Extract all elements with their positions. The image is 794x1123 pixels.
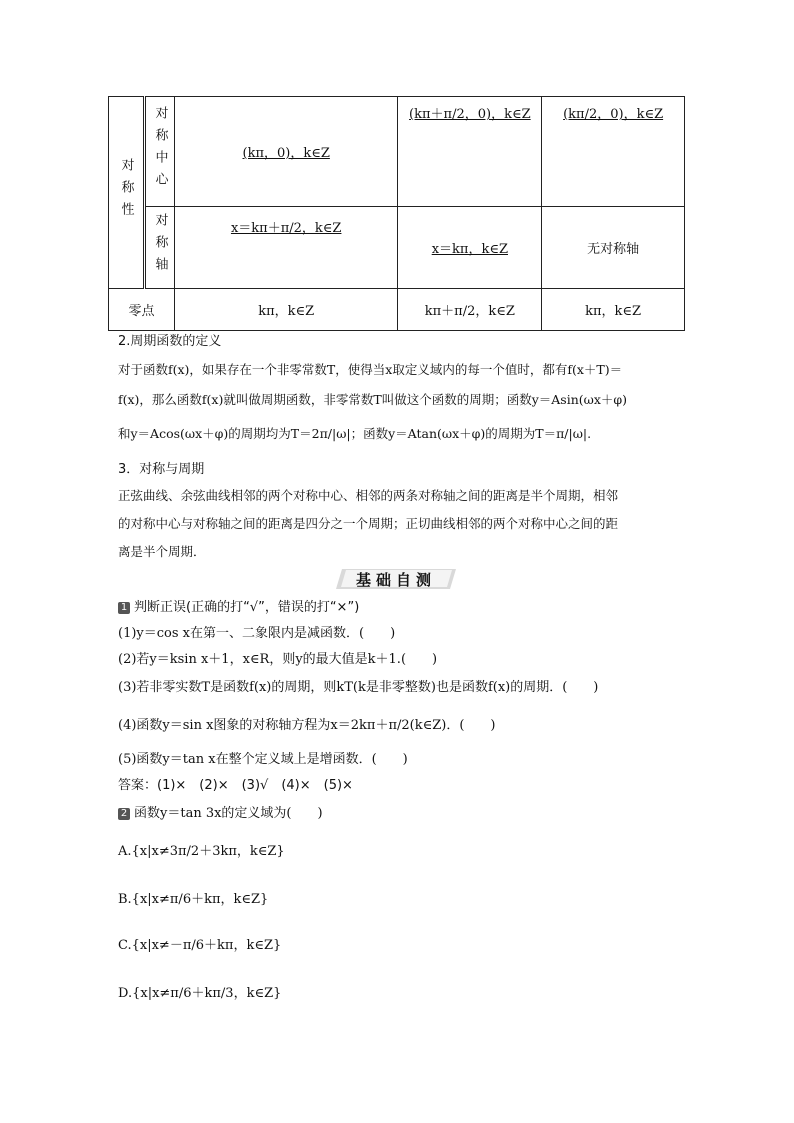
tan-center-cell xyxy=(542,97,685,207)
q2-option-a xyxy=(118,840,285,859)
q2-option-a-text: A.{x|x≠3π/2＋3kπ，k∈Z} xyxy=(118,844,285,859)
q1-statement-5: (5)函数y＝tan x在整个定义域上是增函数．( ) xyxy=(118,752,408,767)
tan-center: (kπ/2，0)，k∈Z xyxy=(563,107,664,122)
cos-axis-cell xyxy=(398,207,542,289)
tan-zero: kπ，k∈Z xyxy=(542,289,685,331)
sin-center: (kπ，0)，k∈Z xyxy=(242,146,330,161)
center-label: 对称中心 xyxy=(152,105,168,194)
cos-axis: x＝kπ，k∈Z xyxy=(431,242,508,257)
row-group-label: 对称性 xyxy=(118,157,134,224)
sin-center-cell xyxy=(174,97,398,207)
q2-option-b xyxy=(118,888,268,907)
cos-zero: kπ＋π/2，k∈Z xyxy=(398,289,542,331)
section-banner xyxy=(332,566,460,592)
cos-center-cell xyxy=(398,97,542,207)
q1-answer: 答案：(1)× (2)× (3)√ (4)× (5)× xyxy=(118,778,353,793)
section2-title: 2.周期函数的定义 xyxy=(118,334,222,349)
sin-zero: kπ，k∈Z xyxy=(174,289,398,331)
tan-axis: 无对称轴 xyxy=(587,242,640,257)
q2-option-b-text: B.{x|x≠π/6＋kπ，k∈Z} xyxy=(118,892,269,907)
q2-stem: 函数y＝tan 3x的定义域为( ) xyxy=(134,806,323,821)
section3-title: 3．对称与周期 xyxy=(118,462,205,477)
q2-option-d xyxy=(118,982,281,1001)
axis-label: 对称轴 xyxy=(152,212,168,279)
q2-option-d-text: D.{x|x≠π/6＋kπ/3，k∈Z} xyxy=(118,986,282,1001)
cos-center: (kπ＋π/2，0)，k∈Z xyxy=(409,107,531,122)
section3-line2: 的对称中心与对称轴之间的距离是四分之一个周期；正切曲线相邻的两个对称中心之间的距 xyxy=(118,516,619,531)
zero-label: 零点 xyxy=(109,289,175,331)
q1-statement-2: (2)若y＝ksin x＋1，x∈R，则y的最大值是k＋1.( ) xyxy=(118,652,438,667)
sin-axis: x＝kπ＋π/2，k∈Z xyxy=(230,221,342,236)
q1-stem-row xyxy=(118,594,359,622)
tan-axis-cell xyxy=(542,207,685,289)
q1-statement-1: (1)y＝cos x在第一、二象限内是减函数．( ) xyxy=(118,626,396,641)
section3-line3: 离是半个周期． xyxy=(118,544,206,559)
q1-statement-4: (4)函数y＝sin x图象的对称轴方程为x＝2kπ＋π/2(k∈Z)．( ) xyxy=(118,718,496,733)
sin-axis-cell xyxy=(174,207,398,289)
properties-table xyxy=(108,96,685,331)
q2-option-c-text: C.{x|x≠－π/6＋kπ，k∈Z} xyxy=(118,938,282,953)
q1-stem: 判断正误(正确的打“√”，错误的打“×”) xyxy=(134,600,360,615)
q1-statement-3: (3)若非零实数T是函数f(x)的周期，则kT(k是非零整数)也是函数f(x)的周期．( ) xyxy=(118,680,599,695)
section2-line3: 和y＝Acos(ωx＋φ)的周期均为T＝2π/|ω|；函数y＝Atan(ωx＋φ)的周期为T＝π/|ω|. xyxy=(118,426,592,441)
q1-number: 1 xyxy=(118,602,130,614)
q2-option-c xyxy=(118,934,281,953)
section2-line1: 对于函数f(x)，如果存在一个非零常数T，使得当x取定义域内的每一个值时，都有f(x＋T)＝ xyxy=(118,362,623,377)
q2-number: 2 xyxy=(118,808,130,820)
section3-line1: 正弦曲线、余弦曲线相邻的两个对称中心、相邻的两条对称轴之间的距离是半个周期，相邻 xyxy=(118,488,619,503)
q2-stem-row xyxy=(118,800,323,828)
section2-line2: f(x)，那么函数f(x)就叫做周期函数，非零常数T叫做这个函数的周期；函数y＝Asin(ωx＋φ) xyxy=(118,392,627,407)
banner-title: 基础自测 xyxy=(355,571,436,589)
